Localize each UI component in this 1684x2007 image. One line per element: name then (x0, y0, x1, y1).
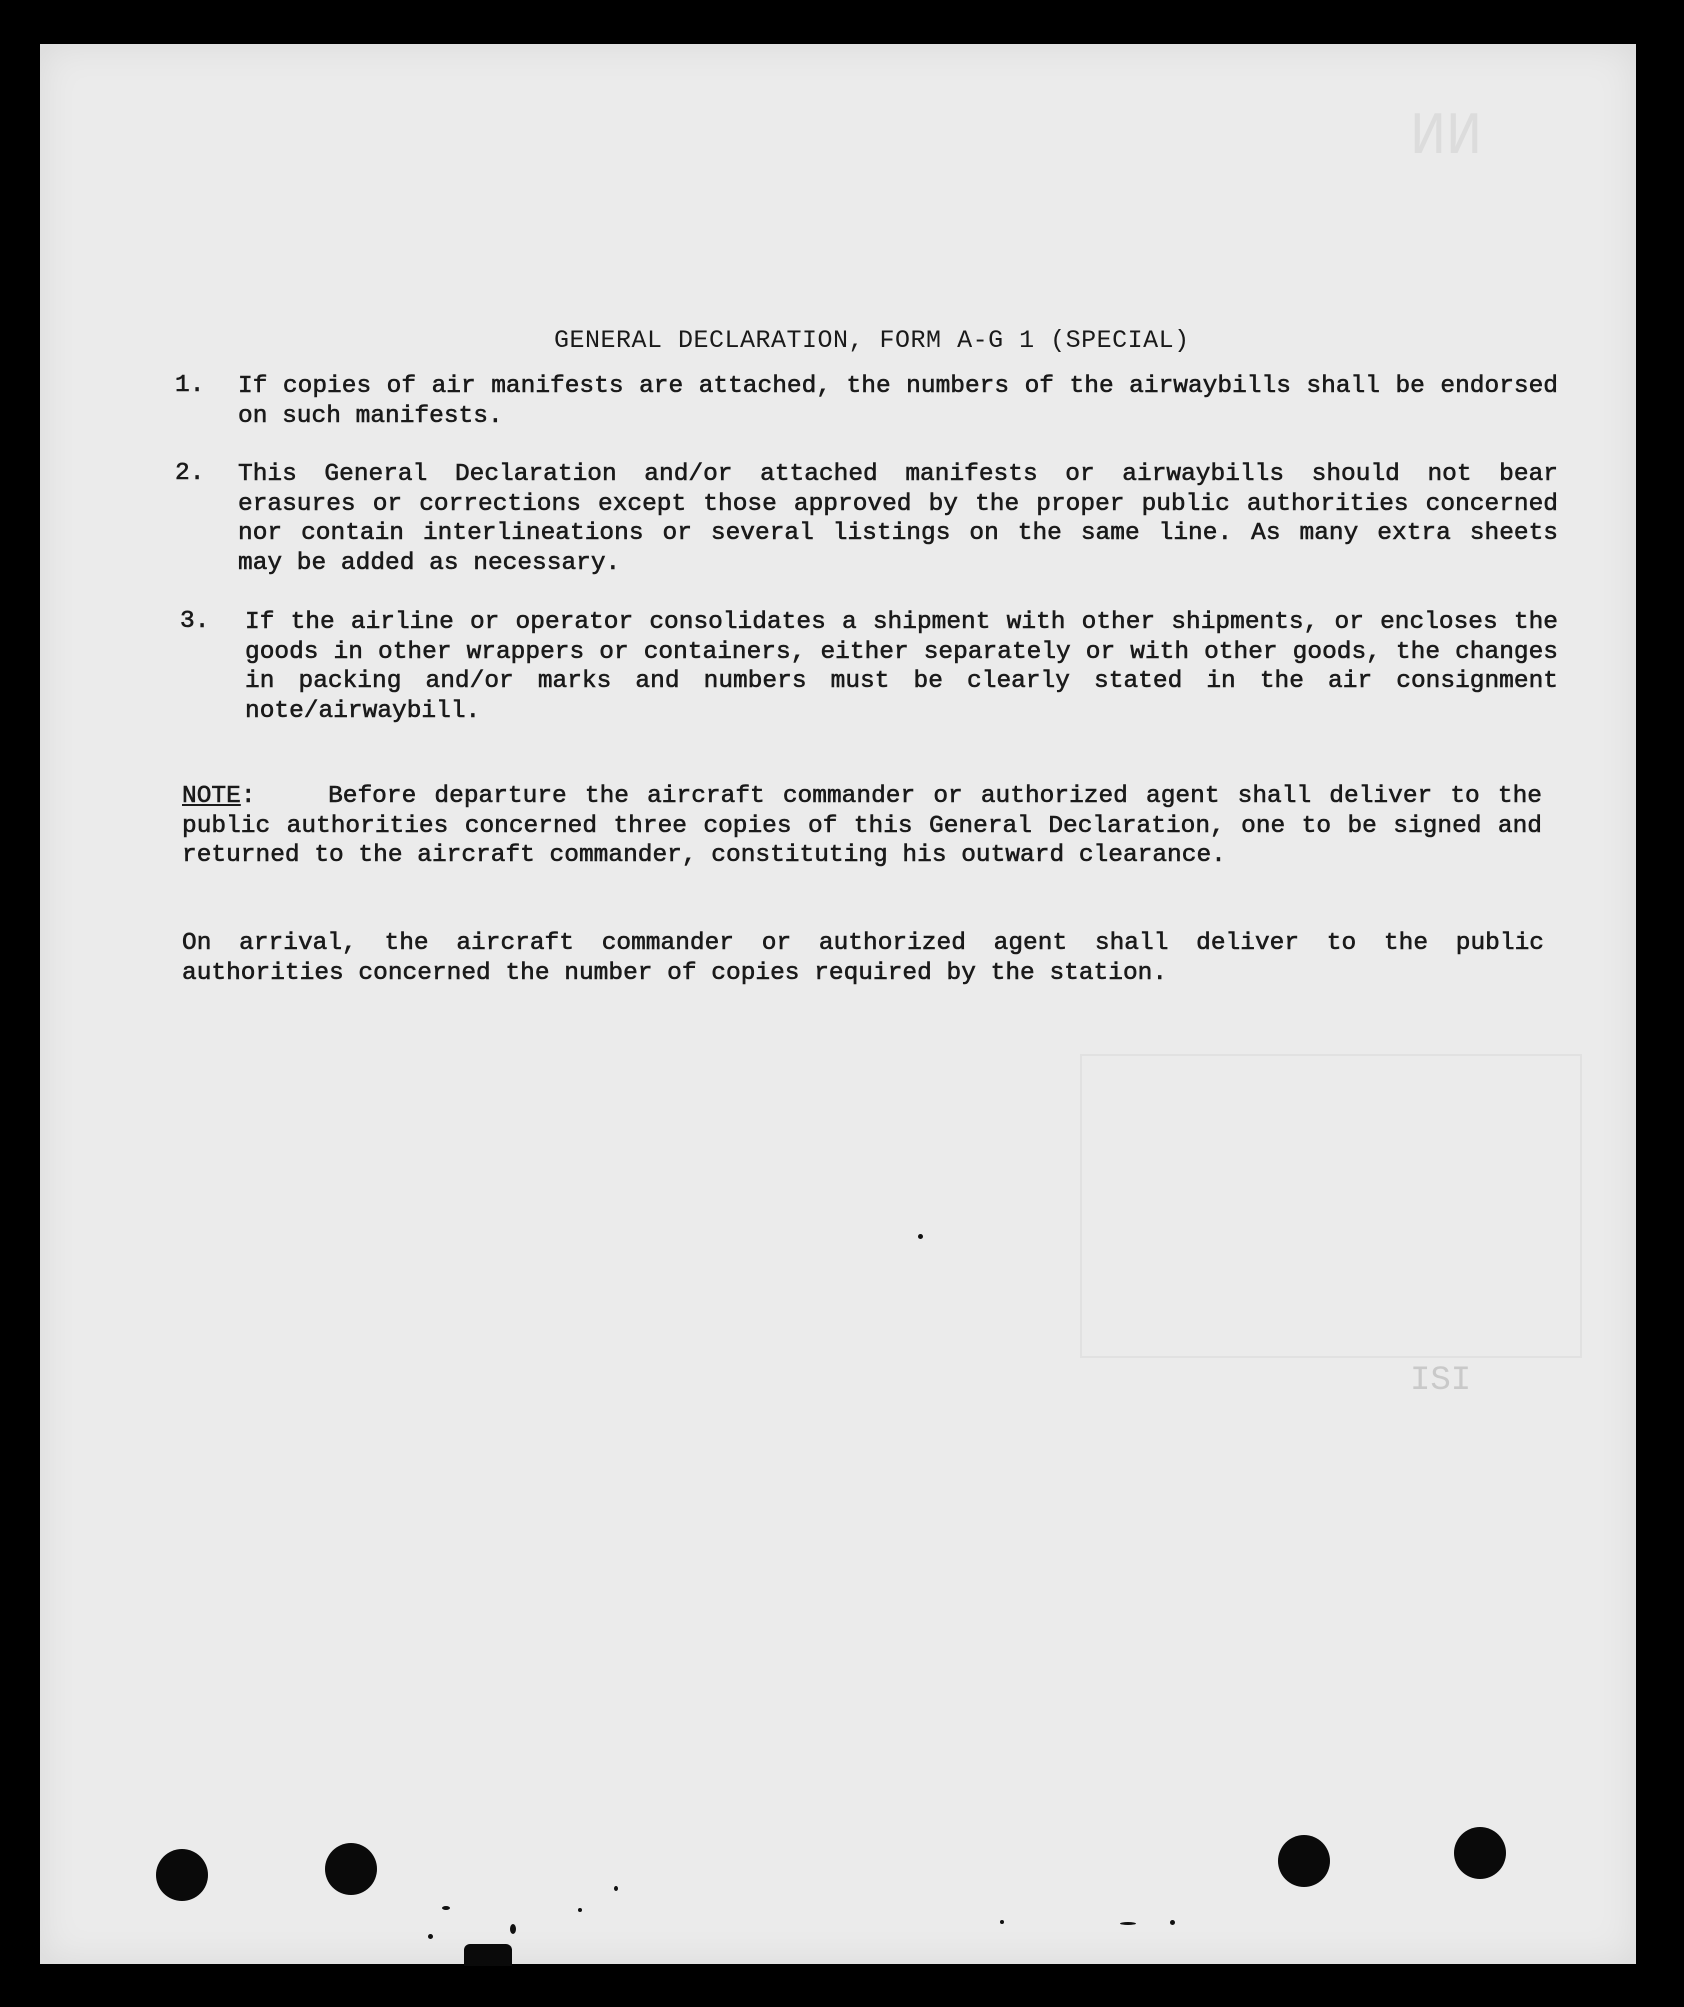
bleed-through-box (1080, 1054, 1582, 1358)
list-item: This General Declaration and/or attached manifests or airwaybills should not bear erasures or corrections except those approved by the proper public authorities concerned nor contain interlineations or several listings on the same line. As many extra sheets may be added as necessary. (238, 461, 1558, 577)
torn-edge (464, 1944, 512, 1966)
document-page (40, 44, 1636, 1964)
punch-hole (1454, 1827, 1506, 1879)
arrival-paragraph: On arrival, the aircraft commander or authorized agent shall deliver to the public authorities concerned the number of copies required by the station. (182, 930, 1544, 987)
paper-speck (1000, 1920, 1004, 1924)
list-item: If the airline or operator consolidates a shipment with other shipments, or encloses the goods in other wrappers or containers, either separately or with other goods, the changes in packing and/or marks and numbers must be clearly stated in the air consignment note/airwaybill. (245, 609, 1558, 725)
page-title: GENERAL DECLARATION, FORM A-G 1 (SPECIAL) (554, 326, 1190, 355)
paper-speck (428, 1934, 433, 1939)
item-number: 3. (180, 608, 210, 635)
note-label: NOTE (182, 783, 241, 810)
note-paragraph: NOTE: Before departure the aircraft commander or authorized agent shall deliver to the public authorities concerned three copies of this General Declaration, one to be signed and returned to the aircraft commander, constituting his outward clearance. (182, 783, 1542, 869)
paper-speck (442, 1906, 450, 1910)
punch-hole (156, 1849, 208, 1901)
paper-speck (1170, 1920, 1175, 1925)
bleed-through-mark: ISI (1410, 1362, 1472, 1400)
item-number: 1. (175, 372, 205, 399)
list-item: If copies of air manifests are attached, the numbers of the airwaybills shall be endorsed on such manifests. (238, 373, 1558, 430)
bleed-through-mark: ИИ (1410, 104, 1483, 172)
paper-speck (918, 1234, 923, 1239)
paper-speck (510, 1924, 516, 1934)
paper-speck (614, 1886, 618, 1891)
note-text: Before departure the aircraft commander or authorized agent shall deliver to the public authorities concerned three copies of this General Declaration, one to be signed and returned to the aircraft commander, constituting his outward clearance. (182, 783, 1542, 869)
punch-hole (1278, 1835, 1330, 1887)
punch-hole (325, 1843, 377, 1895)
paper-speck (578, 1908, 582, 1912)
item-number: 2. (175, 460, 205, 487)
paper-speck (1120, 1922, 1136, 1925)
